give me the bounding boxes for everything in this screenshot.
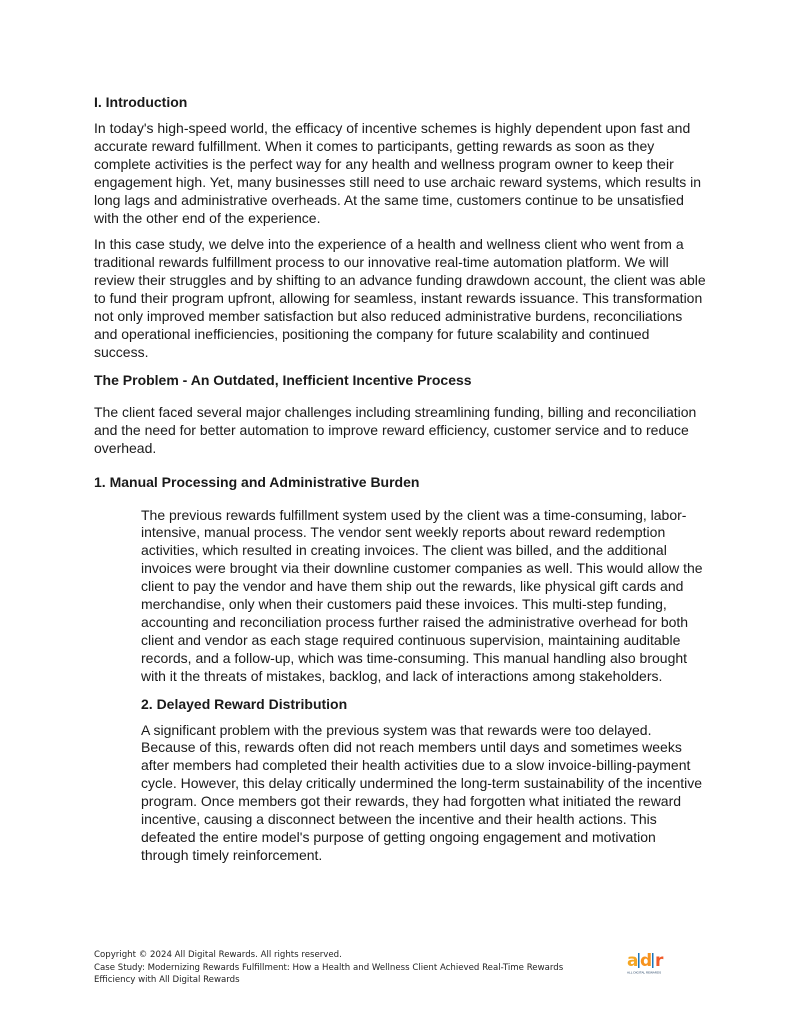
introduction-paragraph-1: In today's high-speed world, the efficacy of incentive schemes is highly dependent upon fast and accurate reward fulfillment. When it comes to participants, getting rewards as soon as they complete activities is the perfect way for any health and wellness program owner to keep their engagement high. Yet, many businesses still need to use archaic reward systems, which results in long lags and administrative overheads. At the same time, customers continue to be unsatisfied with the other end of the experience. bbox=[94, 120, 701, 226]
delayed-distribution-paragraph: A significant problem with the previous system was that rewards were too delayed. Because of this, rewards often did not reach members until days and sometimes weeks after members had completed their health activities due to a slow invoice-billing-payment cycle. However, this delay critically undermined the long-term sustainability of the incentive program. Once members got their rewards, they had forgotten what initiated the reward incentive, causing a disconnect between the incentive and their health actions. This defeated the entire model's purpose of getting ongoing engagement and motivation through timely reinforcement. bbox=[141, 721, 703, 863]
svg-text:d: d bbox=[640, 951, 653, 971]
manual-processing-paragraph: The previous rewards fulfillment system used by the client was a time-consuming, labor-intensive, manual process. The vendor sent weekly reports about reward redemption activities, which resulted in creating invoices. The client was billed, and the additional invoices were brought via their downline customer companies as well. This would allow the client to pay the vendor and have them ship out the rewards, like physical gift cards and merchandise, only when their customers paid these invoices. This multi-step funding, accounting and reconciliation process further raised the administrative overhead for both client and vendor as each stage required continuous supervision, maintaining auditable records, and a follow-up, which was time-consuming. This manual handling also brought with it the threats of mistakes, backlog, and lack of interactions among stakeholders. bbox=[141, 506, 703, 684]
document-body bbox=[94, 93, 706, 865]
introduction-paragraph-2: In this case study, we delve into the experience of a health and wellness client who went from a traditional rewards fulfillment process to our innovative real-time automation platform. We will review their struggles and by shifting to an advance funding drawdown account, the client was able to fund their program upfront, allowing for seamless, instant rewards issuance. This transformation not only improved member satisfaction but also reduced administrative burdens, reconciliations and operational inefficiencies, positioning the company for future scalability and continued success. bbox=[94, 236, 706, 360]
delayed-distribution-heading: 2. Delayed Reward Distribution bbox=[141, 695, 348, 712]
case-study-title-line-2: Efficiency with All Digital Rewards bbox=[94, 975, 240, 986]
copyright-text: Copyright © 2024 All Digital Rewards. All rights reserved. bbox=[94, 950, 342, 960]
page-footer bbox=[94, 949, 614, 987]
problem-paragraph: The client faced several major challenges including streamlining funding, billing and reconciliation and the need for better automation to improve reward efficiency, customer service and to reduce overhead. bbox=[94, 403, 697, 456]
svg-text:ALL DIGITAL REWARDS: ALL DIGITAL REWARDS bbox=[627, 970, 662, 975]
introduction-heading: I. Introduction bbox=[94, 94, 188, 110]
manual-processing-heading: 1. Manual Processing and Administrative Burden bbox=[94, 473, 420, 490]
adr-logo bbox=[626, 951, 670, 975]
svg-text:a: a bbox=[627, 951, 639, 971]
problem-heading: The Problem - An Outdated, Inefficient Incentive Process bbox=[94, 371, 472, 388]
svg-text:r: r bbox=[655, 951, 664, 971]
case-study-title-line-1: Case Study: Modernizing Rewards Fulfillment: How a Health and Wellness Client Achieved Real-Time Rewards bbox=[94, 962, 564, 973]
